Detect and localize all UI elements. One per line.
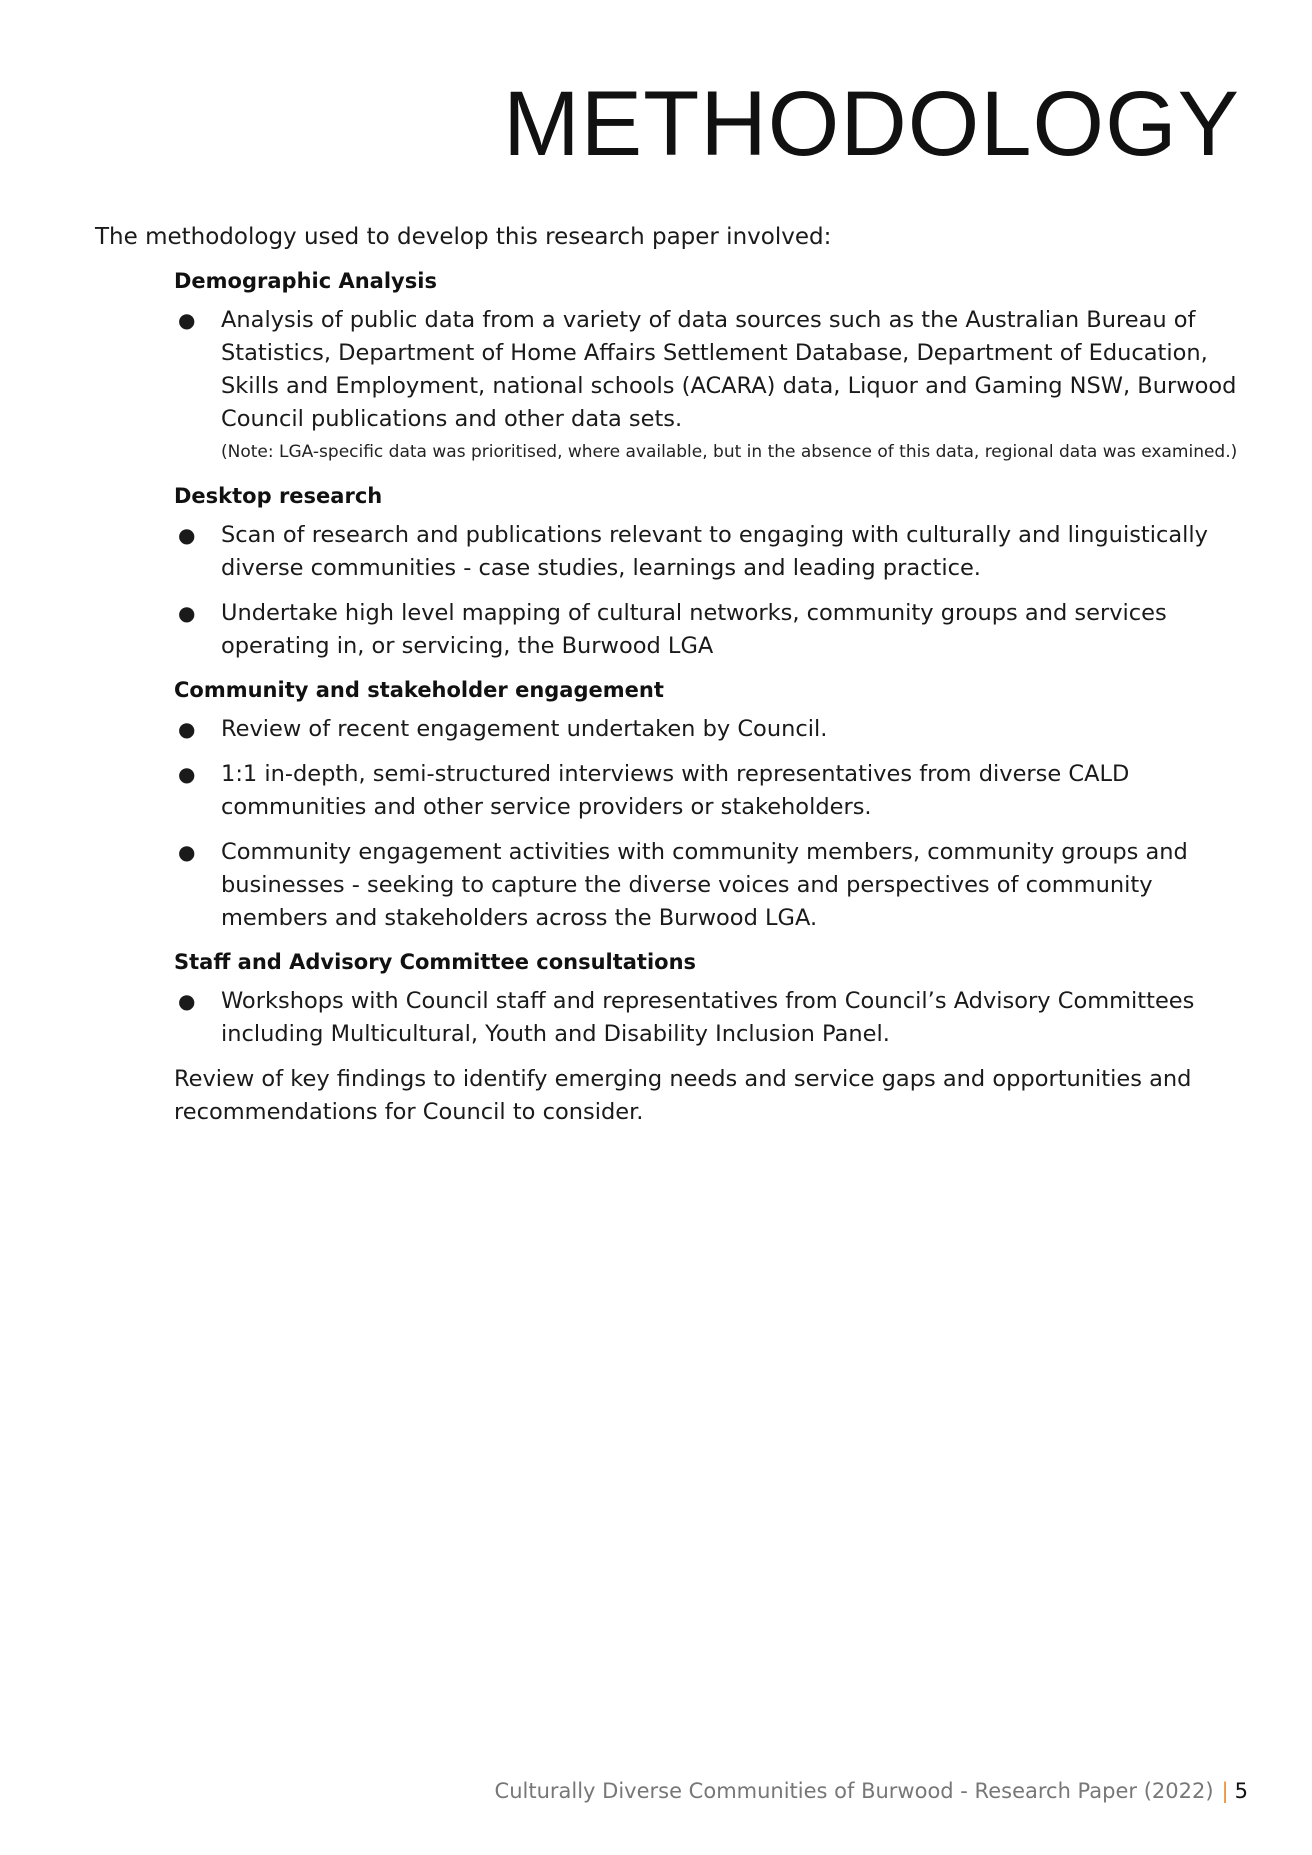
list-item: [174, 758, 1240, 824]
bullet-list: [174, 713, 1240, 935]
bullet-text: Scan of research and publications relevant to engaging with culturally and linguistically diverse communities - case studies, learnings and leading practice.: [221, 522, 1208, 581]
list-item: [174, 597, 1240, 663]
section-community-engagement: [174, 675, 1240, 935]
list-item: [174, 836, 1240, 935]
list-item: [174, 519, 1240, 585]
bullet-text: Workshops with Council staff and representatives from Council’s Advisory Committees including Multicultural, Youth and Disability Inclusion Panel.: [221, 988, 1195, 1047]
list-item: [174, 985, 1240, 1051]
section-desktop-research: [174, 481, 1240, 663]
footer-title: Culturally Diverse Communities of Burwood - Research Paper (2022): [494, 1779, 1214, 1803]
bullet-list: [174, 985, 1240, 1051]
section-heading: Community and stakeholder engagement: [174, 678, 664, 702]
bullet-text: Review of recent engagement undertaken by Council.: [221, 716, 828, 742]
page-footer: [495, 1776, 1248, 1806]
bullet-text: Undertake high level mapping of cultural networks, community groups and services operating in, or servicing, the Burwood LGA: [221, 600, 1167, 659]
section-heading: Staff and Advisory Committee consultations: [174, 950, 697, 974]
section-demographic-analysis: [174, 266, 1240, 469]
page-title: METHODOLOGY: [503, 73, 1240, 175]
closing-text: Review of key findings to identify emerging needs and service gaps and opportunities and recommendations for Council to consider.: [174, 1066, 1192, 1125]
bullet-icon: ●: [178, 308, 196, 332]
note-text: (Note: LGA-specific data was prioritised, where available, but in the absence of this data, regional data was examined.): [221, 442, 1238, 462]
section-staff-consultations: [174, 947, 1240, 1051]
footer-separator: |: [1221, 1779, 1229, 1803]
bullet-icon: ●: [178, 717, 196, 741]
bullet-icon: ●: [178, 601, 196, 625]
list-item: [174, 713, 1240, 746]
bullet-icon: ●: [178, 523, 196, 547]
bullet-icon: ●: [178, 989, 196, 1013]
intro-text: The methodology used to develop this research paper involved:: [95, 224, 832, 250]
bullet-text: Community engagement activities with community members, community groups and businesses - seeking to capture the diverse voices and perspectives of community members and stakeholders across the Burwood LGA.: [221, 839, 1188, 931]
bullet-icon: ●: [178, 840, 196, 864]
bullet-list: [174, 519, 1240, 663]
bullet-icon: ●: [178, 762, 196, 786]
bullet-text: Analysis of public data from a variety of data sources such as the Australian Bureau of Statistics, Department of Home Affairs Settlement Database, Department of Education, Skills and Employment, national schools (ACARA) data, Liquor and Gaming NSW, Burwood Council publications and other data sets.: [221, 307, 1237, 432]
bullet-list: [174, 304, 1240, 469]
page-number: 5: [1234, 1779, 1248, 1803]
section-heading: Demographic Analysis: [174, 269, 437, 293]
bullet-text: 1:1 in-depth, semi-structured interviews with representatives from diverse CALD communities and other service providers or stakeholders.: [221, 761, 1130, 820]
methodology-content: [174, 266, 1240, 1129]
section-heading: Desktop research: [174, 484, 383, 508]
list-item: [174, 304, 1240, 469]
